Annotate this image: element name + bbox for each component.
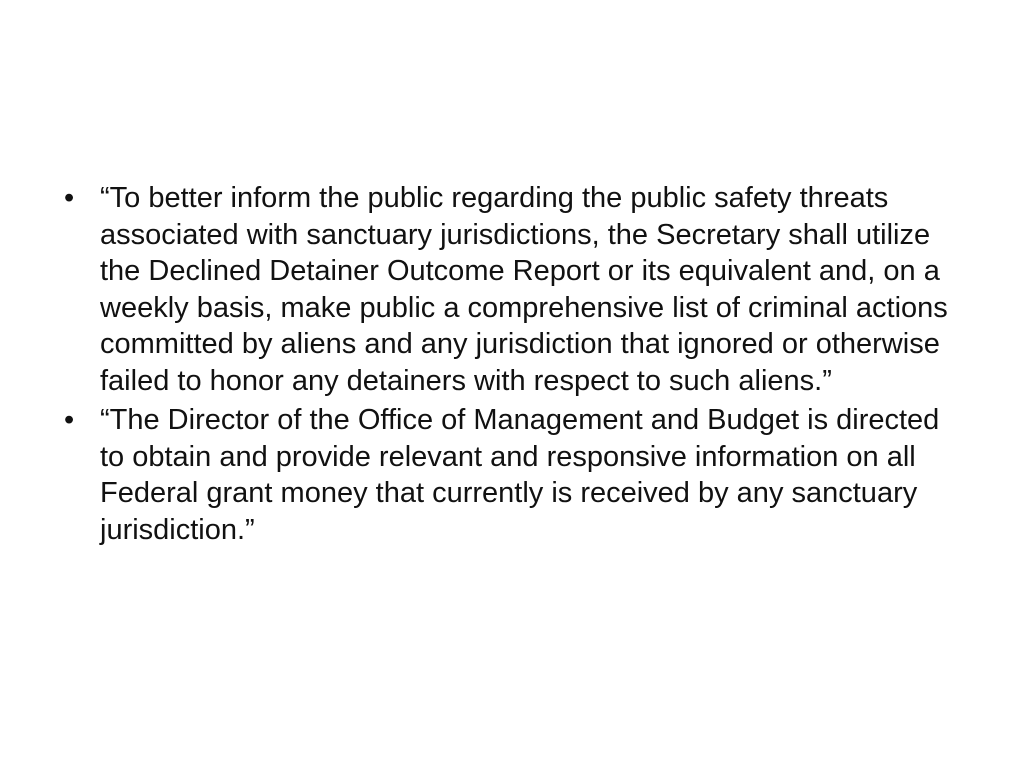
bullet-list: [64, 180, 964, 548]
slide-body: [64, 180, 964, 551]
bullet-dot-icon: •: [64, 182, 75, 214]
bullet-item-1: [64, 180, 964, 399]
bullet-text-2: “The Director of the Office of Management and Budget is directed to obtain and provide relevant and responsive information on all Federal grant money that currently is received by any sanctuary jurisdiction.”: [100, 404, 940, 546]
bullet-text-1: “To better inform the public regarding the public safety threats associated with sanctuary jurisdictions, the Secretary shall utilize the Declined Detainer Outcome Report or its equivalent and, on a weekly basis, make public a comprehensive list of criminal actions committed by aliens and any jurisdiction that ignored or otherwise failed to honor any detainers with respect to such aliens.”: [100, 182, 948, 397]
bullet-item-2: [64, 402, 964, 548]
bullet-dot-icon: •: [64, 404, 75, 436]
